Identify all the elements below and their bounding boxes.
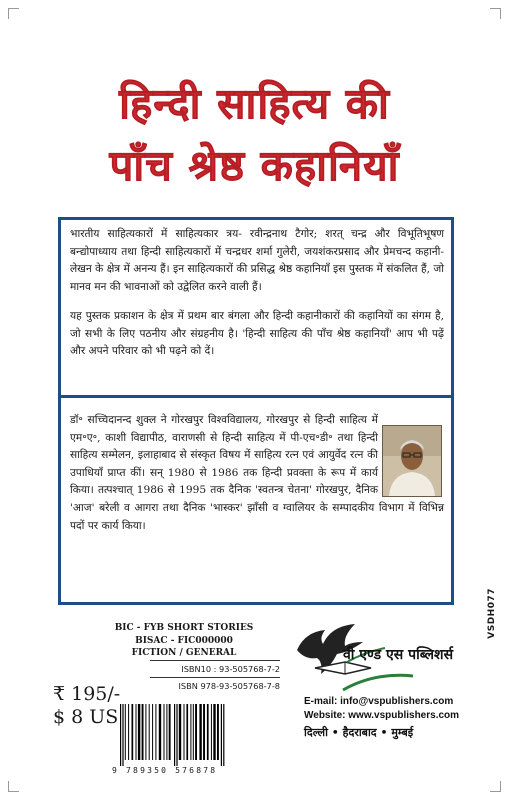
barcode-bar bbox=[176, 704, 177, 766]
crop-mark-bottom-left bbox=[8, 781, 19, 792]
classification-block bbox=[114, 622, 254, 660]
barcode-bar bbox=[145, 704, 146, 760]
publisher-code: VSDH077 bbox=[487, 588, 497, 639]
category: FICTION / GENERAL bbox=[131, 648, 237, 658]
barcode-bar bbox=[213, 704, 215, 760]
description-paragraph-1: भारतीय साहित्यकारों में साहित्यकार त्रय- रवीन्द्रनाथ टैगोर; शरत् चन्द्र और विभूतिभूषण बन्द्योपाध्याय तथा हिन्दी साहित्यकारों में चन्द्रधर शर्मा गुलेरी, जयशंकरप्रसाद और प्रेमचन्द कहानी-लेखन के क्षेत्र में अनन्य हैं। इन साहित्यकारों की प्रसिद्ध श्रेष्ठ कहानियाँ इस पुस्तक में संकलित हैं, जो मानव मन की भावनाओं को उद्वेलित करने वाली हैं। bbox=[70, 228, 444, 293]
barcode-bar bbox=[120, 704, 121, 766]
barcode-digits: 9 789350 576878 bbox=[112, 766, 218, 775]
price-inr: ₹ 195/- bbox=[53, 683, 121, 705]
barcode-bar bbox=[138, 704, 140, 760]
barcode-bar bbox=[217, 704, 219, 760]
barcode-bar bbox=[190, 704, 191, 760]
bic-code: BIC - FYB SHORT STORIES bbox=[114, 623, 254, 633]
price-usd: $ 8 US bbox=[53, 706, 119, 728]
isbn13: ISBN 978-93-505768-7-8 bbox=[178, 681, 280, 691]
barcode-bar bbox=[207, 704, 209, 760]
barcode-bar bbox=[179, 704, 181, 760]
barcode-bar bbox=[184, 704, 185, 760]
barcode-bar bbox=[193, 704, 194, 760]
isbn10: ISBN10 : 93-505768-7-2 bbox=[181, 664, 280, 674]
description-paragraph-2: यह पुस्तक प्रकाशन के क्षेत्र में प्रथम बार बंगला और हिन्दी कहानीकारों की कहानियों का संगम है, जो सभी के लिए पठनीय और संग्रहनीय है। 'हिन्दी साहित्य की पाँच श्रेष्ठ कहानियाँ' आप भी पढ़ें और अपने परिवार को भी पढ़ने को दें। bbox=[70, 310, 444, 358]
crop-mark-top-left bbox=[8, 8, 19, 19]
book-title-line-2: पाँच श्रेष्ठ कहानियाँ bbox=[109, 141, 400, 190]
rule-middle bbox=[150, 677, 280, 678]
barcode-bar bbox=[159, 704, 161, 760]
crop-mark-top-right bbox=[490, 8, 501, 19]
barcode-bar bbox=[155, 704, 156, 760]
barcode-bar bbox=[221, 704, 222, 766]
barcode-bar bbox=[195, 704, 197, 760]
barcode-bar bbox=[128, 704, 129, 760]
publisher-name: वी एण्ड एस पब्लिशर्स bbox=[343, 647, 454, 663]
barcode-bar bbox=[125, 704, 126, 760]
barcode-bar bbox=[132, 704, 134, 760]
barcode-bar bbox=[164, 704, 165, 760]
bisac-code: BISAC - FIC000000 bbox=[135, 635, 233, 646]
barcode bbox=[116, 704, 277, 766]
author-bio: डॉ॰ सच्चिदानन्द शुक्ल ने गोरखपुर विश्वविद्यालय, गोरखपुर से हिन्दी साहित्य में एम॰ए॰, काशी विद्यापीठ, वाराणसी से हिन्दी साहित्य में पी-एच॰डी॰ तथा हिन्दी साहित्य सम्मेलन, इलाहाबाद से संस्कृत विषय में साहित्य रत्न एवं आयुर्वेद रत्न की उपाधियाँ प्राप्त कीं। सन् 1980 से 1986 तक हिन्दी प्रवक्ता के रूप में कार्य किया। तत्पश्चात् 1986 से 1995 तक दैनिक 'स्वतन्त्र चेतना' गोरखपुर, दैनिक 'आज' बरेली व आगरा तथा दैनिक 'भास्कर' झाँसी व ग्वालियर के सम्पादकीय विभाग में विभिन्न पदों पर कार्य किया। bbox=[70, 414, 444, 532]
publisher-website: Website: www.vspublishers.com bbox=[304, 710, 460, 721]
barcode-bar bbox=[142, 704, 144, 760]
barcode-bar bbox=[186, 704, 188, 760]
rule-top bbox=[150, 660, 280, 661]
box-divider bbox=[61, 395, 451, 398]
publisher-cities: दिल्ली • हैदराबाद • मुम्बई bbox=[304, 726, 414, 739]
barcode-bar bbox=[174, 704, 175, 766]
barcode-bar bbox=[149, 704, 150, 760]
barcode-bar bbox=[152, 704, 153, 760]
barcode-bar bbox=[166, 704, 167, 760]
description-box bbox=[58, 217, 454, 605]
barcode-bar bbox=[211, 704, 212, 760]
barcode-bar bbox=[203, 704, 205, 760]
publisher-email: E-mail: info@vspublishers.com bbox=[304, 696, 454, 707]
publisher-logo bbox=[285, 612, 475, 692]
barcode-bar bbox=[136, 704, 137, 760]
barcode-bar bbox=[199, 704, 201, 760]
barcode-bar bbox=[122, 704, 123, 766]
book-title-line-1: हिन्दी साहित्य की bbox=[119, 79, 390, 128]
barcode-bar bbox=[169, 704, 171, 760]
barcode-bar bbox=[223, 704, 224, 766]
crop-mark-bottom-right bbox=[490, 781, 501, 792]
